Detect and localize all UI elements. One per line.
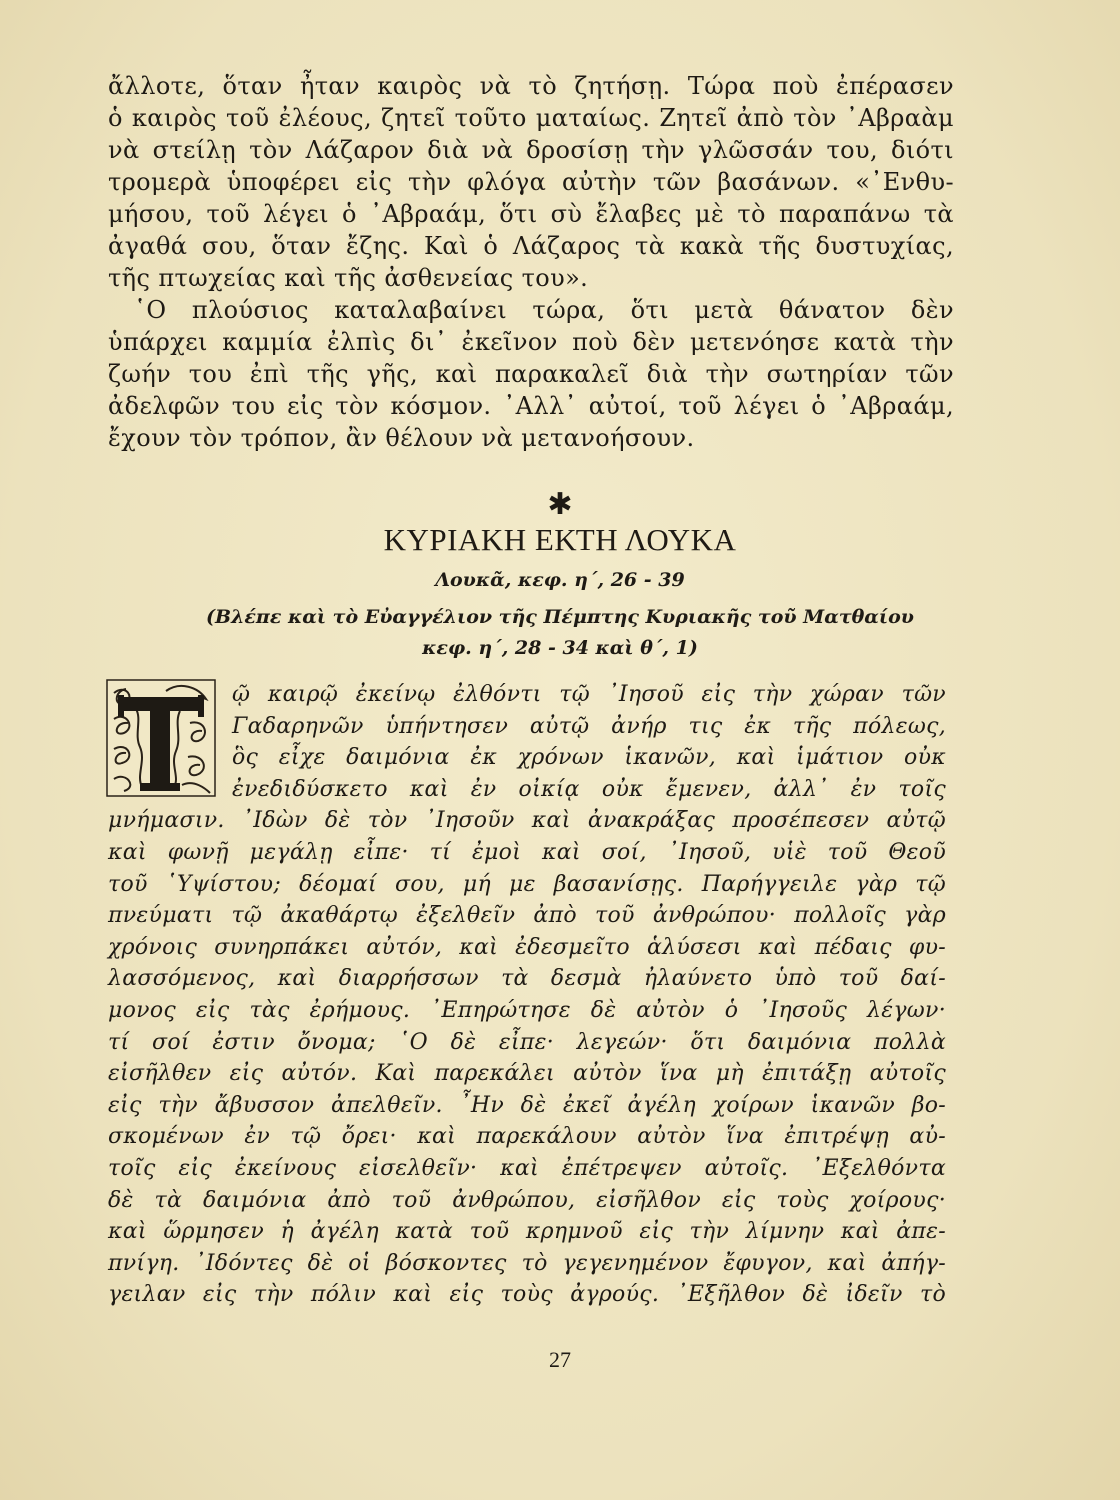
text-line: γειλαν εἰς τὴν πόλιν καὶ εἰς τοὺς ἀγρούς. ᾿Εξῆλθον δὲ ἰδεῖν τὸ <box>108 1282 946 1308</box>
text-line: ἔχουν τὸν τρόπον, ἂν θέλουν νὰ μετανοήσουν. <box>108 424 695 452</box>
text-line: νὰ στείλῃ τὸν Λάζαρον διὰ νὰ δροσίσῃ τὴν γλῶσσάν του, διότι <box>108 136 954 164</box>
text-line: ῾Ο πλούσιος καταλαβαίνει τώρα, ὅτι μετὰ θάνατον δὲν <box>134 296 954 324</box>
text-line: πνίγη. ᾿Ιδόντες δὲ οἱ βόσκοντες τὸ γεγενημένον ἔφυγον, καὶ ἀπήγ- <box>108 1250 946 1276</box>
text-line: τοῖς εἰς ἐκείνους εἰσελθεῖν· καὶ ἐπέτρεψεν αὐτοῖς. ᾿Εξελθόντα <box>108 1155 946 1181</box>
page-number: 27 <box>549 1347 571 1372</box>
text-line: ὁ καιρὸς τοῦ ἐλέους, ζητεῖ τοῦτο ματαίως. Ζητεῖ ἀπὸ τὸν ᾿Αβραὰμ <box>108 104 954 132</box>
text-line: ῷ καιρῷ ἐκείνῳ ἐλθόντι τῷ ᾿Ιησοῦ εἰς τὴν χώραν τῶν <box>232 682 946 707</box>
text-line: ἀδελφῶν του εἰς τὸν κόσμον. ᾿Αλλ᾿ αὐτοί, τοῦ λέγει ὁ ᾿Αβραάμ, <box>108 392 954 420</box>
text-line: τῆς πτωχείας καὶ τῆς ἀσθενείας του». <box>108 264 589 292</box>
text-line: Γαδαρηνῶν ὑπήντησεν αὐτῷ ἀνήρ τις ἐκ τῆς πόλεως, <box>232 713 946 739</box>
text-line: λασσόμενος, καὶ διαρρήσσων τὰ δεσμὰ ἠλαύνετο ὑπὸ τοῦ δαί- <box>108 966 946 992</box>
text-line: τρομερὰ ὑποφέρει εἰς τὴν φλόγα αὐτὴν τῶν βασάνων. «᾿Ενθυ- <box>108 168 954 196</box>
text-line: ἐνεδιδύσκετο καὶ ἐν οἰκίᾳ οὐκ ἔμενεν, ἀλλ᾿ ἐν τοῖς <box>232 776 946 802</box>
text-line: τί σοί ἐστιν ὄνομα; ῾Ο δὲ εἶπε· λεγεών· ὅτι δαιμόνια πολλὰ <box>108 1029 946 1055</box>
cross-reference-chapter: κεφ. η΄, 28 - 34 καὶ θ΄, 1) <box>422 637 698 659</box>
text-line: εἰσῆλθεν εἰς αὐτόν. Καὶ παρεκάλει αὐτὸν ἵνα μὴ ἐπιτάξῃ αὐτοῖς <box>108 1061 946 1087</box>
text-line: χρόνοις συνηρπάκει αὐτόν, καὶ ἐδεσμεῖτο ἁλύσεσι καὶ πέδαις φυ- <box>108 934 946 960</box>
section-ornament: ✱ <box>547 487 573 522</box>
text-line: ζωήν του ἐπὶ τῆς γῆς, καὶ παρακαλεῖ διὰ τὴν σωτηρίαν τῶν <box>108 360 954 388</box>
text-line: εἰς τὴν ἄβυσσον ἀπελθεῖν. ῏Ην δὲ ἐκεῖ ἀγέλη χοίρων ἱκανῶν βο- <box>108 1092 946 1118</box>
text-line: ἄλλοτε, ὅταν ἦταν καιρὸς νὰ τὸ ζητήσῃ. Τώρα ποὺ ἐπέρασεν <box>108 72 954 100</box>
text-line: ἀγαθά σου, ὅταν ἔζης. Καὶ ὁ Λάζαρος τὰ κακὰ τῆς δυστυχίας, <box>108 232 954 260</box>
scripture-reference: Λουκᾶ, κεφ. η΄, 26 - 39 <box>435 569 685 591</box>
text-line: τοῦ ῾Υψίστου; δέομαί σου, μή με βασανίσῃς. Παρήγγειλε γὰρ τῷ <box>108 871 946 897</box>
text-line: πνεύματι τῷ ἀκαθάρτῳ ἐξελθεῖν ἀπὸ τοῦ ἀνθρώπου· πολλοῖς γὰρ <box>108 903 946 929</box>
gospel-passage <box>108 679 946 1311</box>
text-line: καὶ ὥρμησεν ἡ ἀγέλη κατὰ τοῦ κρημνοῦ εἰς τὴν λίμνην καὶ ἀπε- <box>108 1219 946 1245</box>
text-line: ὑπάρχει καμμία ἐλπὶς δι᾿ ἐκεῖνον ποὺ δὲν μετενόησε κατὰ τὴν <box>108 328 954 356</box>
text-line: ὃς εἶχε δαιμόνια ἐκ χρόνων ἱκανῶν, καὶ ἱμάτιον οὐκ <box>232 745 946 771</box>
section-title: ΚΥΡΙΑΚΗ ΕΚΤΗ ΛΟΥΚΑ <box>383 522 737 557</box>
text-line: μήσου, τοῦ λέγει ὁ ᾿Αβραάμ, ὅτι σὺ ἔλαβες μὲ τὸ παραπάνω τὰ <box>108 200 954 228</box>
text-line: μνήμασιν. ᾿Ιδὼν δὲ τὸν ᾿Ιησοῦν καὶ ἀνακράξας προσέπεσεν αὐτῷ <box>108 808 946 834</box>
text-line: καὶ φωνῇ μεγάλῃ εἶπε· τί ἐμοὶ καὶ σοί, ᾿Ιησοῦ, υἱὲ τοῦ Θεοῦ <box>108 839 946 865</box>
text-line: μονος εἰς τὰς ἐρήμους. ᾿Επηρώτησε δὲ αὐτὸν ὁ ᾿Ιησοῦς λέγων· <box>108 997 946 1023</box>
text-line: σκομένων ἐν τῷ ὄρει· καὶ παρεκάλουν αὐτὸν ἵνα ἐπιτρέψῃ αὐ- <box>108 1124 946 1150</box>
intro-paragraphs <box>108 70 954 454</box>
cross-reference: (Βλέπε καὶ τὸ Εὐαγγέλιον τῆς Πέμπτης Κυριακῆς τοῦ Ματθαίου <box>206 606 914 628</box>
text-line: δὲ τὰ δαιμόνια ἀπὸ τοῦ ἀνθρώπου, εἰσῆλθον εἰς τοὺς χοίρους· <box>108 1187 946 1213</box>
